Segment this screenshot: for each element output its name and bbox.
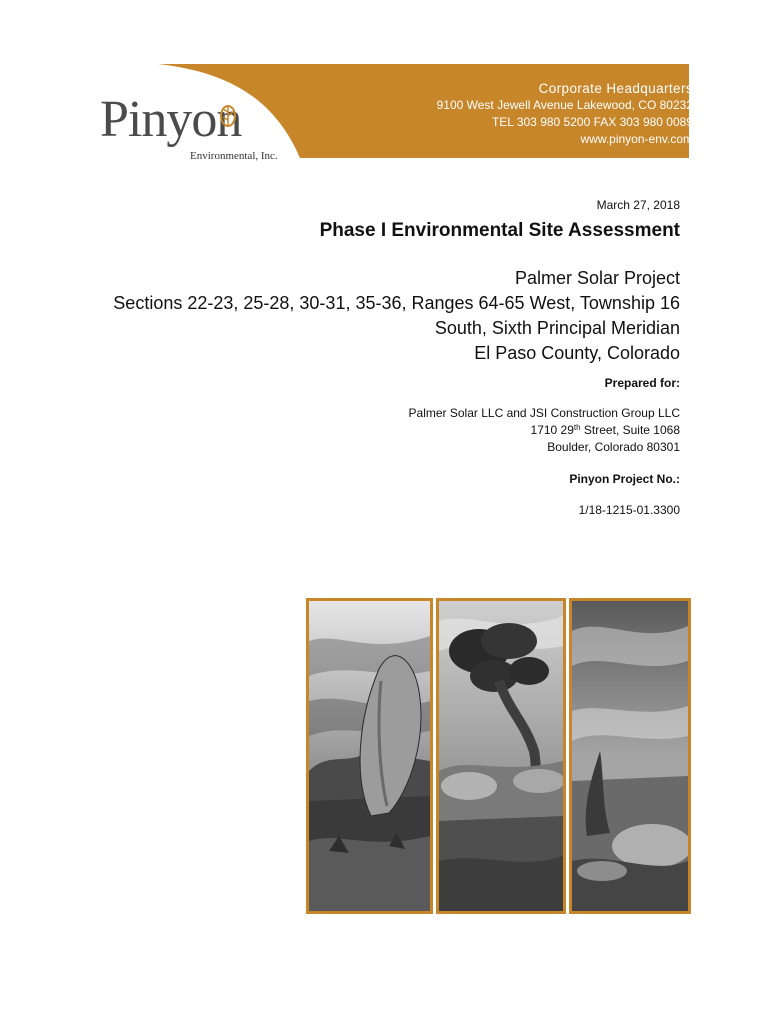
- hq-website[interactable]: www.pinyon-env.com: [580, 132, 693, 146]
- hq-address: 9100 West Jewell Avenue Lakewood, CO 80232: [436, 98, 693, 112]
- prepared-for-label: Prepared for:: [604, 376, 680, 390]
- landscape-photo-art: [572, 601, 688, 911]
- client-street: [531, 422, 680, 439]
- rock-photo-icon: [306, 598, 433, 914]
- hq-title: Corporate Headquarters: [538, 81, 693, 96]
- landscape-photo-icon: [569, 598, 691, 914]
- document-date: March 27, 2018: [596, 198, 680, 212]
- project-number: 1/18-1215-01.3300: [578, 503, 680, 517]
- document-title: Phase I Environmental Site Assessment: [319, 220, 680, 241]
- leaf-icon: [216, 102, 240, 128]
- project-location-line1: Sections 22-23, 25-28, 30-31, 35-36, Ranges 64-65 West, Township 16: [113, 293, 680, 313]
- street-rest: Street, Suite 1068: [580, 423, 680, 437]
- tree-photo-art: [439, 601, 563, 911]
- project-number-label: Pinyon Project No.:: [569, 472, 680, 486]
- street-number: 1710 29: [530, 423, 574, 437]
- hq-phone-fax: TEL 303 980 5200 FAX 303 980 0089: [491, 115, 693, 129]
- logo-subtitle: Environmental, Inc.: [190, 150, 278, 162]
- project-name: Palmer Solar Project: [514, 268, 680, 288]
- client-city: Boulder, Colorado 80301: [547, 440, 680, 454]
- logo-wordmark: Pinyon: [100, 91, 242, 148]
- project-location-line2: South, Sixth Principal Meridian: [434, 318, 680, 338]
- pinyon-logo: [100, 91, 278, 172]
- tree-photo-icon: [436, 598, 566, 914]
- street-suffix: th: [573, 423, 581, 432]
- rock-photo-art: [309, 601, 430, 911]
- headquarters-block: [437, 80, 693, 148]
- project-location-line3: El Paso County, Colorado: [474, 343, 680, 363]
- client-name: Palmer Solar LLC and JSI Construction Group LLC: [408, 406, 680, 420]
